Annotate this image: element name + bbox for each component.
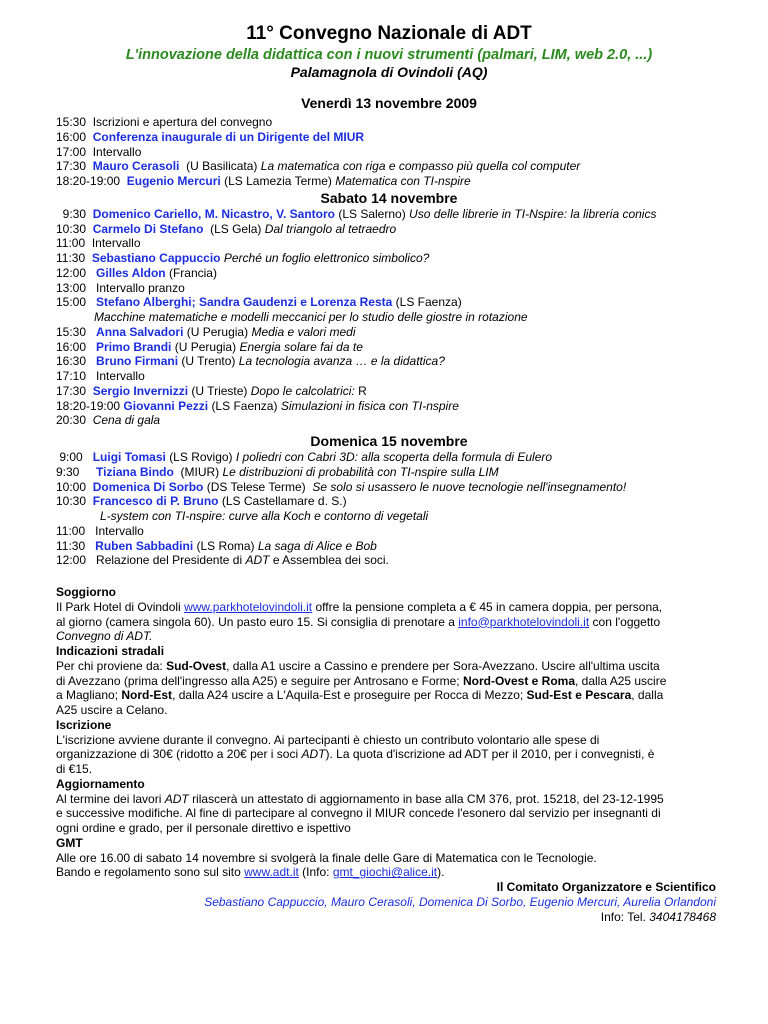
speaker: Luigi Tomasi — [92, 450, 166, 464]
adt-website-link[interactable]: www.adt.it — [244, 865, 299, 880]
talk-title: I poliedri con Cabri 3D: alla scoperta della formula di Eulero — [235, 450, 553, 464]
text: A25 uscire a Celano. — [56, 703, 168, 717]
time: 17:30 — [56, 383, 87, 398]
speaker: Sebastiano Cappuccio — [91, 251, 221, 265]
schedule-line — [56, 159, 716, 174]
speaker: Eugenio Mercuri — [126, 174, 221, 188]
day-heading-sunday: Domenica 15 novembre — [310, 433, 468, 449]
iscrizione-text — [56, 733, 716, 777]
speaker: Giovanni Pezzi — [123, 398, 209, 413]
text: a Magliano; — [56, 688, 119, 703]
committee-members: Sebastiano Cappuccio, Mauro Cerasoli, Domenica Di Sorbo, Eugenio Mercuri, Aurelia Orlandoni — [204, 894, 716, 909]
time: 17:00 — [56, 144, 87, 159]
affiliation: (DS Telese Terme) — [206, 479, 306, 494]
schedule-line — [56, 340, 716, 355]
text: L'iscrizione avviene durante il convegno. Ai partecipanti è chiesto un contributo volontario alle spese di — [56, 732, 600, 747]
text: offre la pensione completa a € 45 in camera doppia, per persona, — [315, 599, 663, 614]
schedule-line — [56, 174, 716, 189]
text: ADT — [301, 747, 326, 762]
text: , dalla A1 uscire a Cassino e prendere per Sora-Avezzano. Uscire all'ultima uscita — [226, 658, 660, 673]
schedule-line — [56, 480, 716, 495]
time: 9:30 — [56, 464, 80, 479]
text: di Avezzano (prima dell'ingresso alla A25) e seguire per Antrosano e Forme; — [56, 673, 460, 688]
speaker: Domenico Cariello, M. Nicastro, V. Santoro — [92, 206, 335, 221]
affiliation: (LS Faenza) — [211, 398, 278, 413]
text: , dalla A24 uscire a L'Aquila-Est e proseguire per Rocca di Mezzo; — [172, 688, 524, 703]
affiliation: (LS Gela) — [210, 221, 262, 236]
time: 17:30 — [56, 159, 87, 174]
text: Alle ore 16.00 di sabato 14 novembre si svolgerà la finale delle Gare di Matematica con le Tecnologie. — [56, 850, 597, 865]
section-heading-gmt: GMT — [56, 835, 83, 850]
talk-title: Energia solare fai da te — [239, 339, 363, 354]
schedule-line — [56, 369, 716, 384]
text: con l'oggetto — [592, 614, 661, 629]
text: ). — [437, 865, 445, 880]
schedule-line — [56, 281, 716, 296]
talk-title: L-system con TI-nspire: curve alla Koch e contorno di vegetali — [100, 509, 429, 523]
speaker: Carmelo Di Stefano — [92, 221, 204, 236]
talk-title: Matematica con TI-nspire — [335, 174, 471, 188]
section-heading-indicazioni: Indicazioni stradali — [56, 644, 165, 658]
schedule-line — [56, 295, 716, 310]
schedule-line — [56, 145, 716, 160]
conference-location: Palamagnola di Ovindoli (AQ) — [290, 64, 488, 80]
time: 9:00 — [59, 450, 83, 464]
text: Nord-Ovest e Roma — [462, 673, 575, 688]
text: Il Park Hotel di Ovindoli — [56, 599, 181, 614]
text: Convegno di ADT. — [56, 629, 153, 644]
talk-title: La matematica con riga e compasso più quella col computer — [260, 159, 581, 174]
time: 20:30 — [56, 413, 87, 428]
text: Per chi proviene da: — [56, 658, 163, 673]
conference-title: 11° Convegno Nazionale di ADT — [246, 23, 532, 44]
event-text: Cena di gala — [92, 413, 161, 428]
schedule-line — [56, 130, 716, 145]
text: Bando e regolamento sono sul sito — [56, 865, 241, 880]
schedule-line — [56, 494, 716, 509]
affiliation: (U Basilicata) — [186, 159, 258, 174]
talk-title: Macchine matematiche e modelli meccanici per lo studio delle giostre in rotazione — [94, 310, 528, 324]
time: 11:30 — [56, 538, 86, 553]
event-text: Intervallo — [96, 369, 145, 383]
section-heading-aggiornamento: Aggiornamento — [56, 776, 145, 791]
text: Sud-Ovest — [166, 658, 227, 673]
schedule-line — [56, 450, 716, 465]
time: 16:00 — [56, 129, 87, 144]
time: 11:00 — [56, 236, 86, 251]
day-heading-friday: Venerdì 13 novembre 2009 — [301, 95, 477, 111]
info-label: Info: Tel. — [600, 909, 646, 924]
speaker: Ruben Sabbadini — [95, 538, 194, 553]
schedule-line — [56, 251, 716, 266]
time: 10:30 — [56, 494, 87, 509]
schedule-line — [56, 384, 716, 399]
conference-subtitle: L'innovazione della didattica con i nuovi strumenti (palmari, LIM, web 2.0, ...) — [125, 47, 653, 63]
talk-title: La saga di Alice e Bob — [257, 538, 377, 553]
section-heading-soggiorno: Soggiorno — [56, 585, 116, 599]
schedule-line — [56, 524, 716, 539]
text: di €15. — [56, 762, 93, 776]
text: Al termine dei lavori — [56, 791, 162, 806]
event-text: Intervallo — [91, 236, 141, 251]
text: Nord-Est — [121, 688, 173, 703]
time: 16:30 — [56, 354, 87, 369]
affiliation: (U Perugia) — [174, 339, 237, 354]
text: , dalla — [631, 688, 664, 703]
affiliation: (LS Salerno) — [338, 206, 406, 221]
speaker: Bruno Firmani — [96, 354, 179, 369]
time: 18:20-19:00 — [56, 174, 121, 188]
speaker: Conferenza inaugurale di un Dirigente del MIUR — [92, 129, 365, 144]
time: 10:00 — [56, 479, 87, 494]
talk-title: Perché un foglio elettronico simbolico? — [223, 251, 430, 265]
schedule-line — [56, 413, 716, 428]
section-heading-iscrizione: Iscrizione — [56, 717, 112, 732]
text: al giorno (camera singola 60). Un pasto euro 15. Si consiglia di prenotare a — [56, 614, 455, 629]
talk-title: La tecnologia avanza … e la didattica? — [238, 354, 445, 369]
affiliation: (U Trieste) — [191, 383, 248, 398]
schedule-line — [56, 236, 716, 251]
schedule-line — [56, 553, 716, 568]
affiliation: (LS Rovigo) — [169, 450, 233, 464]
schedule-line — [56, 222, 716, 237]
document-page — [56, 22, 716, 924]
speaker: Domenica Di Sorbo — [92, 479, 204, 494]
aggiornamento-text — [56, 792, 716, 836]
affiliation: (Francia) — [168, 265, 217, 280]
talk-title: Se solo si usassero le nuove tecnologie nell'insegnamento! — [312, 479, 627, 494]
event-text: Intervallo — [95, 523, 144, 538]
time: 11:00 — [56, 523, 86, 538]
event-text: e Assemblea dei soci. — [272, 553, 389, 568]
time: 17:10 — [56, 369, 87, 383]
schedule-line — [56, 509, 716, 524]
affiliation: (LS Castellamare d. S.) — [221, 494, 347, 509]
text: , dalla A25 uscire — [575, 673, 667, 688]
text: ). La quota d'iscrizione ad ADT per il 2010, per i convegnisti, è — [325, 747, 655, 762]
text: (Info: — [302, 865, 330, 880]
affiliation: (LS Faenza) — [395, 295, 462, 310]
speaker: Stefano Alberghi; Sandra Gaudenzi e Lorenza Resta — [96, 295, 393, 310]
time: 15:00 — [56, 295, 87, 310]
time: 18:20-19:00 — [56, 398, 121, 413]
schedule-line — [56, 115, 716, 130]
time: 12:00 — [56, 265, 87, 280]
text: ogni ordine e grado, per il personale direttivo e ispettivo — [56, 821, 351, 835]
schedule-line — [56, 207, 716, 222]
speaker: Primo Brandi — [96, 339, 172, 354]
time: 15:30 — [56, 115, 87, 129]
talk-title: Dal triangolo al tetraedro — [264, 221, 397, 236]
time: 16:00 — [56, 339, 87, 354]
text: Sud-Est e Pescara — [526, 688, 632, 703]
schedule-line — [56, 266, 716, 281]
affiliation: (U Trento) — [181, 354, 236, 369]
time: 12:00 — [56, 553, 87, 568]
schedule-line — [56, 465, 716, 480]
schedule-line — [56, 310, 716, 325]
adt-name: ADT — [245, 553, 270, 568]
affiliation: (LS Lamezia Terme) — [224, 174, 332, 188]
time: 9:30 — [62, 206, 87, 221]
speaker: Francesco di P. Bruno — [92, 494, 219, 509]
gmt-email-link[interactable]: gmt_giochi@alice.it — [332, 865, 438, 880]
talk-title: Simulazioni in fisica con TI-nspire — [280, 398, 459, 413]
schedule-line — [56, 354, 716, 369]
text: organizzazione di 30€ (ridotto a 20€ per i soci — [56, 747, 299, 762]
speaker: Gilles Aldon — [96, 265, 166, 280]
day-heading-saturday: Sabato 14 novembre — [320, 189, 458, 206]
speaker: Sergio Invernizzi — [92, 383, 189, 398]
speaker: Mauro Cerasoli — [92, 159, 180, 174]
talk-title-tail: R — [358, 383, 367, 398]
time: 13:00 — [56, 280, 87, 295]
time: 10:30 — [56, 221, 87, 236]
time: 15:30 — [56, 324, 87, 339]
talk-title: Media e valori medi — [251, 324, 356, 339]
committee-heading: Il Comitato Organizzatore e Scientifico — [496, 880, 716, 894]
event-text: Iscrizioni e apertura del convegno — [92, 115, 273, 129]
schedule-line — [56, 325, 716, 340]
event-text: Relazione del Presidente di — [96, 553, 243, 568]
text: ADT — [164, 791, 189, 806]
contact-info — [56, 910, 716, 925]
schedule-line — [56, 399, 716, 414]
talk-title: Uso delle librerie in TI-Nspire: la libreria conics — [409, 206, 657, 221]
phone-number: 3404178468 — [649, 909, 716, 924]
speaker: Anna Salvadori — [96, 324, 184, 339]
speaker: Tiziana Bindo — [96, 464, 174, 479]
text: rilascerà un attestato di aggiornamento in base alla CM 376, prot. 15218, del 23-12-1995 — [192, 791, 664, 806]
text: e successive modifiche. Al fine di partecipare al convegno il MIUR concede l'esonero dal servizio per insegnanti di — [56, 806, 661, 821]
hotel-website-link[interactable]: www.parkhotelovindoli.it — [184, 599, 313, 614]
talk-title: Dopo le calcolatrici: — [250, 383, 355, 398]
schedule-line — [56, 539, 716, 554]
indicazioni-text — [56, 659, 716, 718]
hotel-email-link[interactable]: info@parkhotelovindoli.it — [458, 614, 590, 629]
talk-title: Le distribuzioni di probabilità con TI-nspire sulla LIM — [222, 464, 499, 479]
time: 11:30 — [56, 251, 86, 265]
event-text: Intervallo pranzo — [96, 280, 185, 295]
affiliation: (MIUR) — [180, 464, 220, 479]
affiliation: (U Perugia) — [186, 324, 249, 339]
soggiorno-text — [56, 600, 716, 644]
event-text: Intervallo — [92, 144, 142, 159]
gmt-text — [56, 851, 716, 881]
affiliation: (LS Roma) — [196, 538, 255, 553]
